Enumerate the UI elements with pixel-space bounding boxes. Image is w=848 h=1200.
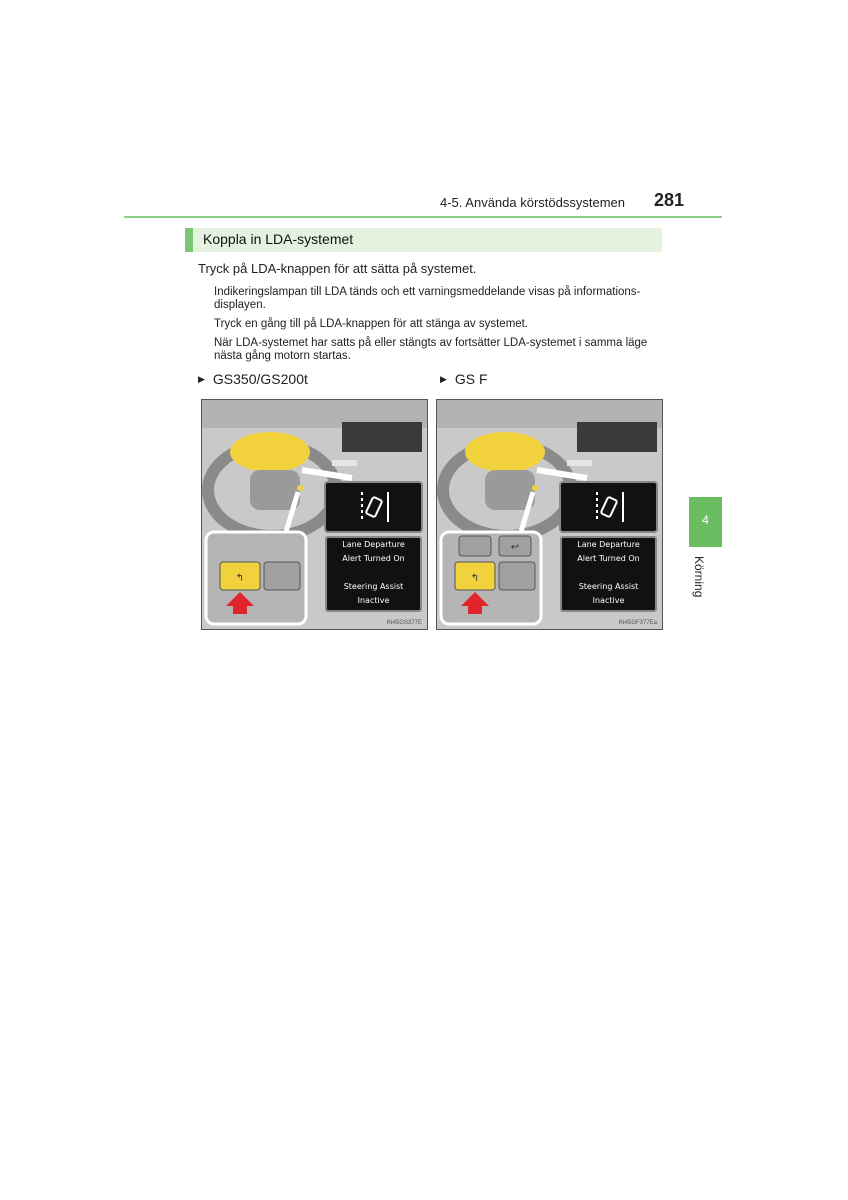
figure-illustration — [201, 399, 428, 630]
header-rule — [124, 216, 722, 218]
display-line: Lane Departure — [577, 540, 640, 549]
bullet-line: Indikeringslampan till LDA tänds och ett varningsmeddelande visas på informations- — [214, 286, 641, 298]
svg-text:↰: ↰ — [235, 573, 245, 584]
bullet-line: displayen. — [214, 299, 266, 311]
chapter-tab[interactable]: 4 — [689, 497, 722, 547]
bullet-line: När LDA-systemet har satts på eller stängts av fortsätter LDA-systemet i samma läge — [214, 337, 648, 349]
section-heading — [185, 228, 662, 252]
display-line: Steering Assist — [578, 582, 639, 591]
instrument-cluster-highlight — [230, 432, 310, 472]
display-line: Inactive — [357, 596, 390, 605]
triangle-bullet-icon: ▶ — [440, 374, 447, 384]
display-line: Inactive — [592, 596, 625, 605]
display-line: Steering Assist — [343, 582, 404, 591]
page-number: 281 — [654, 190, 685, 210]
display-line: Alert Turned On — [577, 554, 640, 563]
variant-label — [198, 371, 308, 387]
svg-text:↩: ↩ — [510, 542, 520, 553]
display-line: Lane Departure — [342, 540, 405, 549]
variant-label — [440, 371, 488, 387]
section-title: Koppla in LDA-systemet — [203, 231, 354, 247]
display-line: Alert Turned On — [342, 554, 405, 563]
variant-name: GS F — [454, 371, 488, 387]
display-message — [325, 536, 422, 612]
figure-code: IN45GS377E — [386, 620, 422, 626]
instrument-cluster-highlight — [465, 432, 545, 472]
chapter-label: Körning — [692, 556, 706, 598]
triangle-bullet-icon: ▶ — [198, 374, 205, 384]
figure-illustration — [436, 399, 663, 630]
svg-text:↰: ↰ — [470, 573, 480, 584]
header-section-title: 4-5. Använda körstödssystemen — [440, 195, 625, 210]
display-message — [560, 536, 657, 612]
intro-text: Tryck på LDA-knappen för att sätta på systemet. — [198, 261, 477, 276]
variant-name: GS350/GS200t — [212, 371, 308, 387]
bullet-line: Tryck en gång till på LDA-knappen för att stänga av systemet. — [214, 318, 529, 330]
figure-code: IN45GF377Ea — [618, 620, 657, 626]
bullet-line: nästa gång motorn startas. — [214, 350, 351, 362]
